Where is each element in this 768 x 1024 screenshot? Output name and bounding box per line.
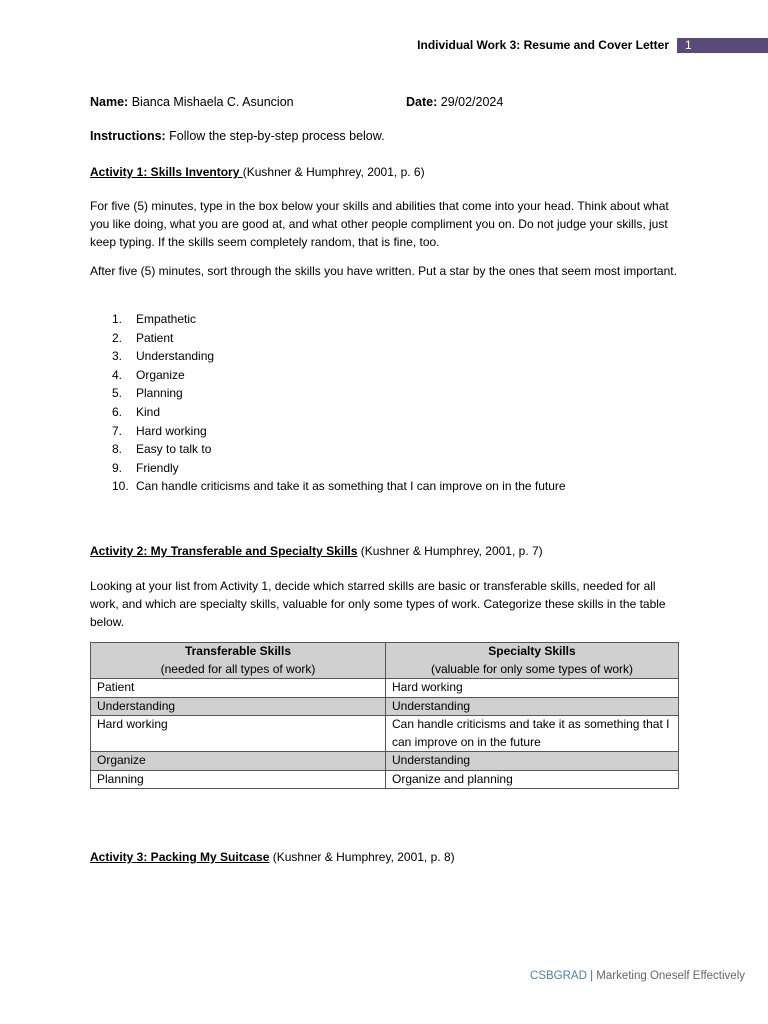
specialty-skills-title: Specialty Skills [488,644,576,658]
list-item [112,347,566,366]
list-item-number: 6. [112,404,123,419]
list-item-number: 9. [112,460,123,475]
list-item-text: Empathetic [136,312,197,326]
list-item-number: 2. [112,330,123,345]
list-item-text: Friendly [136,460,179,475]
table-cell: Hard working [386,679,679,698]
list-item-number: 7. [112,423,123,438]
list-item [112,459,566,478]
activity1-heading: Activity 1: Skills Inventory [90,165,243,179]
activity2-paragraph: Looking at your list from Activity 1, decide which starred skills are basic or transferable skills, needed for all work, and which are specialty skills, valuable for only some types of work. Categorize these skills in the table below. [90,579,666,629]
activity1-paragraph-2: After five (5) minutes, sort through the skills you have written. Put a star by the ones that seem most important. [90,264,677,278]
list-item-number: 4. [112,367,123,382]
activity1-paragraph-1: For five (5) minutes, type in the box below your skills and abilities that come into your head. Think about what you like doing, what you are good at, and what other people compliment you on. Do not judge your skills, just keep typing. If the skills seem completely random, that is fine, too. [90,199,669,249]
table-header-row [91,643,679,679]
table-cell: Planning [91,770,386,789]
activity2-citation: (Kushner & Humphrey, 2001, p. 7) [357,544,543,558]
footer-separator: | [586,970,597,982]
table-row [91,697,679,716]
list-item-number: 1. [112,312,123,326]
list-item-number: 10. [112,479,129,494]
name-line [90,95,294,109]
activity3-heading: Activity 3: Packing My Suitcase [90,850,270,864]
specialty-skills-header [386,643,679,679]
list-item-text: Easy to talk to [136,442,212,457]
list-item-text: Organize [136,367,185,382]
activity3-title [90,850,455,864]
date-label: Date: [406,95,438,109]
table-row [91,752,679,771]
page-footer [530,970,745,982]
date-value: 29/02/2024 [440,95,504,109]
skills-list [112,310,566,496]
table-cell: Understanding [386,752,679,771]
table-cell: Understanding [91,697,386,716]
list-item [112,403,566,422]
activity1-title [90,165,425,179]
list-item-text: Planning [136,386,183,401]
header-title: Individual Work 3: Resume and Cover Letter [417,38,669,52]
list-item [112,422,566,441]
table-row [91,679,679,698]
instructions-label: Instructions: [90,129,166,143]
transferable-skills-subtitle: (needed for all types of work) [160,661,316,676]
list-item [112,329,566,348]
list-item-text: Understanding [136,349,215,364]
footer-text: Marketing Oneself Effectively [596,970,745,982]
list-item [112,477,566,496]
name-label: Name: [90,95,129,109]
list-item [112,384,566,403]
list-item-text: Hard working [136,423,207,438]
table-cell: Understanding [386,697,679,716]
list-item-number: 8. [112,442,123,457]
table-cell: Organize [91,752,386,771]
skills-table [90,642,679,789]
name-value: Bianca Mishaela C. Asuncion [131,95,294,109]
table-cell: Hard working [91,716,386,752]
activity2-heading: Activity 2: My Transferable and Specialty Skills [90,544,358,558]
instructions-line [90,129,385,143]
list-item [112,366,566,385]
table-cell: Organize and planning [386,770,679,789]
table-row [91,716,679,752]
table-cell: Patient [91,679,386,698]
list-item-text: Patient [136,330,174,345]
footer-brand: CSBGRAD [530,970,587,982]
table-cell: Can handle criticisms and take it as something that I can improve on in the future [386,716,679,752]
list-item-text: Kind [136,404,161,419]
list-item [112,310,566,329]
activity3-citation: (Kushner & Humphrey, 2001, p. 8) [269,850,455,864]
list-item-number: 3. [112,349,123,364]
date-line [406,95,503,109]
page-number-badge: 1 [677,38,768,53]
instructions-text: Follow the step-by-step process below. [165,129,385,143]
transferable-skills-title: Transferable Skills [184,644,292,658]
table-row [91,770,679,789]
specialty-skills-subtitle: (valuable for only some types of work) [430,661,634,676]
list-item-number: 5. [112,386,123,401]
activity1-citation: (Kushner & Humphrey, 2001, p. 6) [242,165,425,179]
activity2-title [90,544,543,558]
list-item-text: Can handle criticisms and take it as something that I can improve on in the future [136,479,566,494]
transferable-skills-header [91,643,386,679]
list-item [112,440,566,459]
